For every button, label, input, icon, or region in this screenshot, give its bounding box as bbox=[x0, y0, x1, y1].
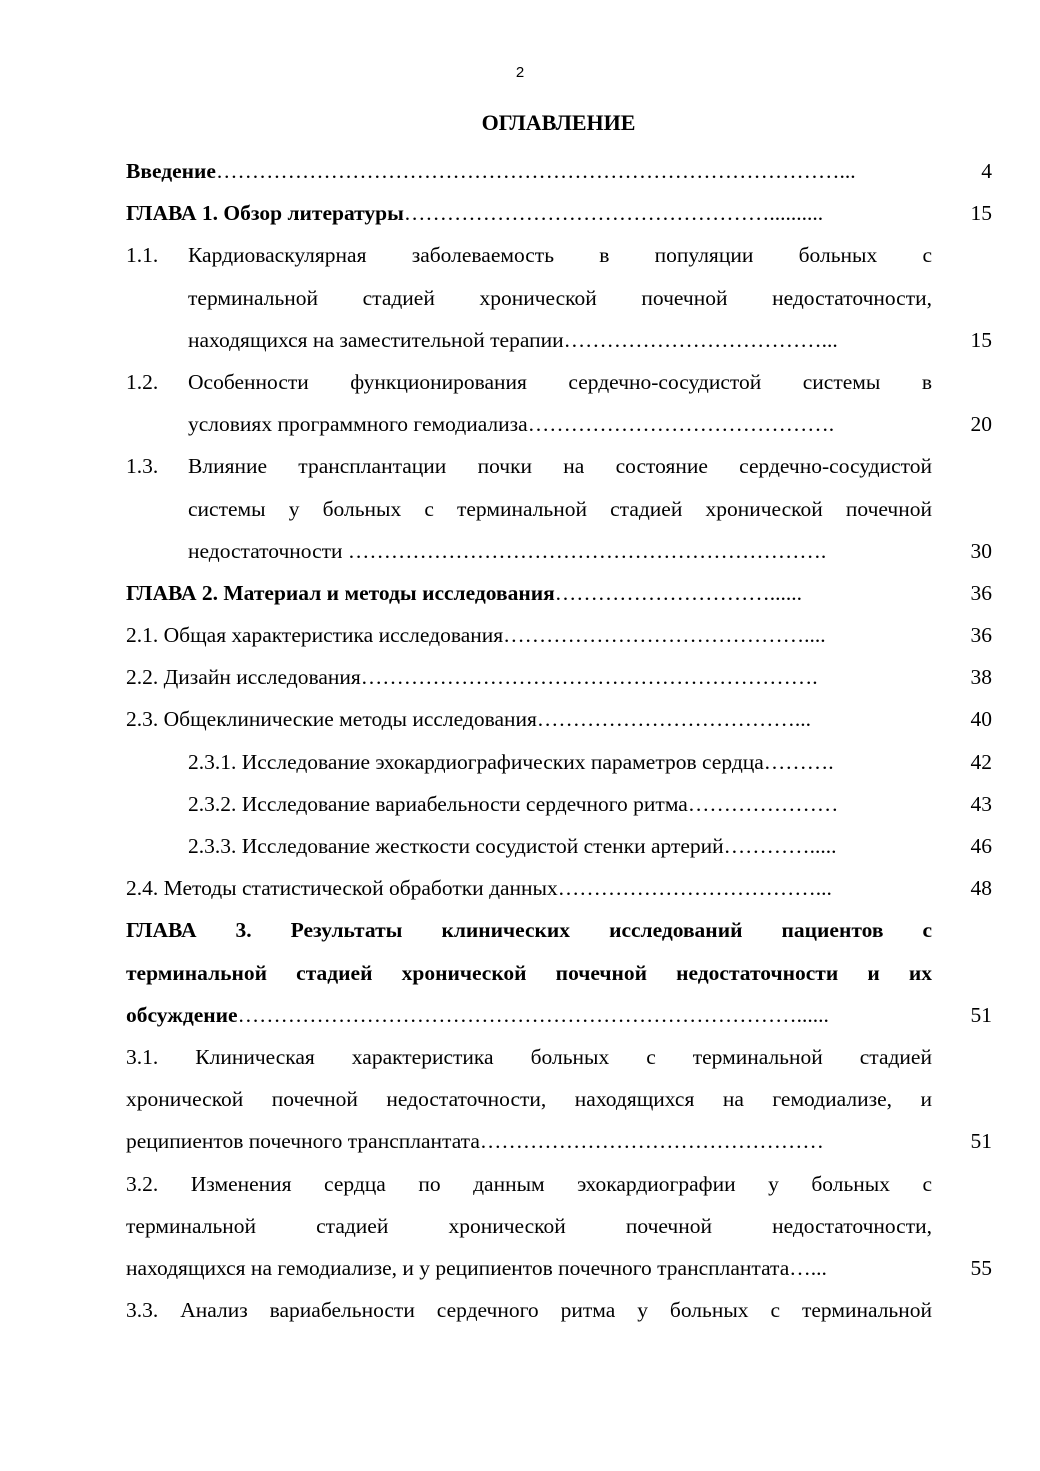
toc-entry-heading: Введение bbox=[126, 159, 216, 183]
toc-entry bbox=[126, 530, 992, 572]
toc-entry-label: 3.3. Анализ вариабельности сердечного ритма у больных с терминальной bbox=[126, 1298, 932, 1323]
toc-entry-label: …………………………...... bbox=[554, 580, 802, 605]
toc-entry bbox=[126, 1120, 992, 1162]
toc-page-number: 30 bbox=[970, 538, 992, 563]
toc-entry bbox=[126, 783, 992, 825]
toc-entry-text bbox=[126, 572, 932, 614]
toc-entry-label: …………………………………………….......... bbox=[403, 201, 824, 226]
toc-entry-label: недостаточности …………………………………………………………. bbox=[188, 538, 827, 563]
toc-entry-label: терминальной стадией хронической почечной недостаточности, bbox=[188, 285, 932, 310]
toc-entry-text bbox=[126, 656, 932, 698]
toc-entry bbox=[126, 698, 992, 740]
toc-entry-label: Особенности функционирования сердечно-сосудистой системы в bbox=[188, 369, 932, 394]
toc-entry-label: 2.3.1. Исследование эхокардиографических параметров сердца………. bbox=[188, 749, 834, 774]
toc-entry-label: 2.4. Методы статистической обработки данных………………………………... bbox=[126, 876, 832, 901]
toc-entry-text bbox=[126, 1120, 932, 1162]
toc-entry-label: терминальной стадией хронической почечной недостаточности, bbox=[126, 1213, 932, 1238]
toc-entry-heading: ГЛАВА 3. Результаты клинических исследований пациентов с bbox=[126, 918, 932, 943]
toc-entry-label: 2.2. Дизайн исследования………………………………………………………. bbox=[126, 665, 818, 690]
toc-page-number: 46 bbox=[970, 834, 992, 858]
toc-entry-label: Влияние трансплантации почки на состояние сердечно-сосудистой bbox=[188, 454, 932, 479]
toc-entry-label: 2.3.2. Исследование вариабельности сердечного ритма………………… bbox=[188, 791, 839, 816]
toc-entry bbox=[126, 361, 992, 403]
toc-page-number: 15 bbox=[970, 201, 992, 226]
toc-entry bbox=[126, 319, 992, 361]
toc-entry bbox=[126, 1036, 992, 1078]
toc-page-number: 36 bbox=[970, 580, 992, 605]
toc-page-number: 51 bbox=[970, 1129, 992, 1154]
toc-entry-label: реципиентов почечного трансплантата………………………………………… bbox=[126, 1129, 824, 1154]
toc-entry-text bbox=[126, 1247, 932, 1289]
toc-entry-heading: ГЛАВА 1. Обзор литературы bbox=[126, 201, 404, 226]
toc-entry-label: ……………………………………………………………………………... bbox=[215, 159, 856, 183]
toc-entry-label: 3.2. Изменения сердца по данным эхокардиографии у больных с bbox=[126, 1171, 932, 1196]
toc-entry bbox=[126, 1205, 992, 1247]
toc-entry-number: 1.1. bbox=[126, 243, 159, 268]
toc-entry bbox=[126, 952, 992, 994]
toc-entry bbox=[126, 1289, 992, 1331]
toc-entry-label: ……………………………………………………………………...... bbox=[237, 1002, 829, 1027]
toc-page-number: 42 bbox=[970, 749, 992, 774]
toc-entry-label: 2.1. Общая характеристика исследования…………………………………….... bbox=[126, 623, 826, 648]
toc-entry bbox=[126, 1247, 992, 1289]
toc-entry bbox=[126, 488, 992, 530]
toc-entry-text bbox=[126, 614, 932, 656]
toc-entry bbox=[126, 825, 992, 867]
toc-page-number: 4 bbox=[981, 159, 992, 183]
toc-entry-heading: терминальной стадией хронической почечной недостаточности и их bbox=[126, 960, 932, 985]
toc-entry bbox=[126, 656, 992, 698]
toc-entry-label: хронической почечной недостаточности, находящихся на гемодиализе, и bbox=[126, 1087, 932, 1112]
toc-entry bbox=[126, 150, 992, 192]
toc-entry-label: системы у больных с терминальной стадией хронической почечной bbox=[188, 496, 932, 521]
toc-entry bbox=[126, 994, 992, 1036]
toc-entry bbox=[126, 192, 992, 234]
toc-entry-label: 3.1. Клиническая характеристика больных с терминальной стадией bbox=[126, 1044, 932, 1069]
toc-entry-text bbox=[126, 994, 932, 1036]
toc-entry bbox=[126, 234, 992, 276]
toc-entry bbox=[126, 909, 992, 951]
toc-page-number: 15 bbox=[970, 327, 992, 352]
toc-entry bbox=[126, 741, 992, 783]
toc-entry bbox=[126, 572, 992, 614]
table-of-contents bbox=[126, 150, 992, 1331]
toc-entry-label: находящихся на заместительной терапии………………………………... bbox=[188, 327, 838, 352]
toc-entry-label: Кардиоваскулярная заболеваемость в популяции больных с bbox=[188, 243, 932, 268]
toc-entry bbox=[126, 403, 992, 445]
toc-entry-heading: ГЛАВА 2. Материал и методы исследования bbox=[126, 580, 555, 605]
toc-entry-label: находящихся на гемодиализе, и у реципиентов почечного трансплантата…... bbox=[126, 1255, 827, 1280]
toc-entry bbox=[126, 614, 992, 656]
toc-page-number: 36 bbox=[970, 623, 992, 648]
toc-entry-heading: обсуждение bbox=[126, 1002, 238, 1027]
toc-entry-label: 2.3. Общеклинические методы исследования………………………………... bbox=[126, 707, 812, 732]
toc-entry-text bbox=[126, 150, 932, 192]
toc-page-number: 38 bbox=[970, 665, 992, 690]
toc-title: ОГЛАВЛЕНИЕ bbox=[481, 110, 636, 135]
toc-entry-text bbox=[126, 867, 932, 909]
toc-entry-text bbox=[126, 192, 932, 234]
toc-page-number: 43 bbox=[970, 791, 992, 816]
toc-entry-number: 1.2. bbox=[126, 369, 159, 394]
toc-entry bbox=[126, 445, 992, 487]
toc-page-number: 40 bbox=[970, 707, 992, 732]
toc-entry-text bbox=[126, 698, 932, 740]
page-number: 2 bbox=[515, 64, 525, 81]
toc-page-number: 48 bbox=[970, 876, 992, 901]
toc-page-number: 55 bbox=[970, 1255, 992, 1280]
toc-page-number: 51 bbox=[970, 1002, 992, 1027]
toc-page-number: 20 bbox=[970, 412, 992, 437]
toc-entry bbox=[126, 867, 992, 909]
toc-entry bbox=[126, 1163, 992, 1205]
toc-entry bbox=[126, 1078, 992, 1120]
toc-entry-label: 2.3.3. Исследование жесткости сосудистой стенки артерий…………..... bbox=[188, 834, 837, 858]
toc-entry bbox=[126, 277, 992, 319]
toc-entry-number: 1.3. bbox=[126, 454, 159, 479]
toc-entry-label: условиях программного гемодиализа……………………………………. bbox=[188, 412, 835, 437]
